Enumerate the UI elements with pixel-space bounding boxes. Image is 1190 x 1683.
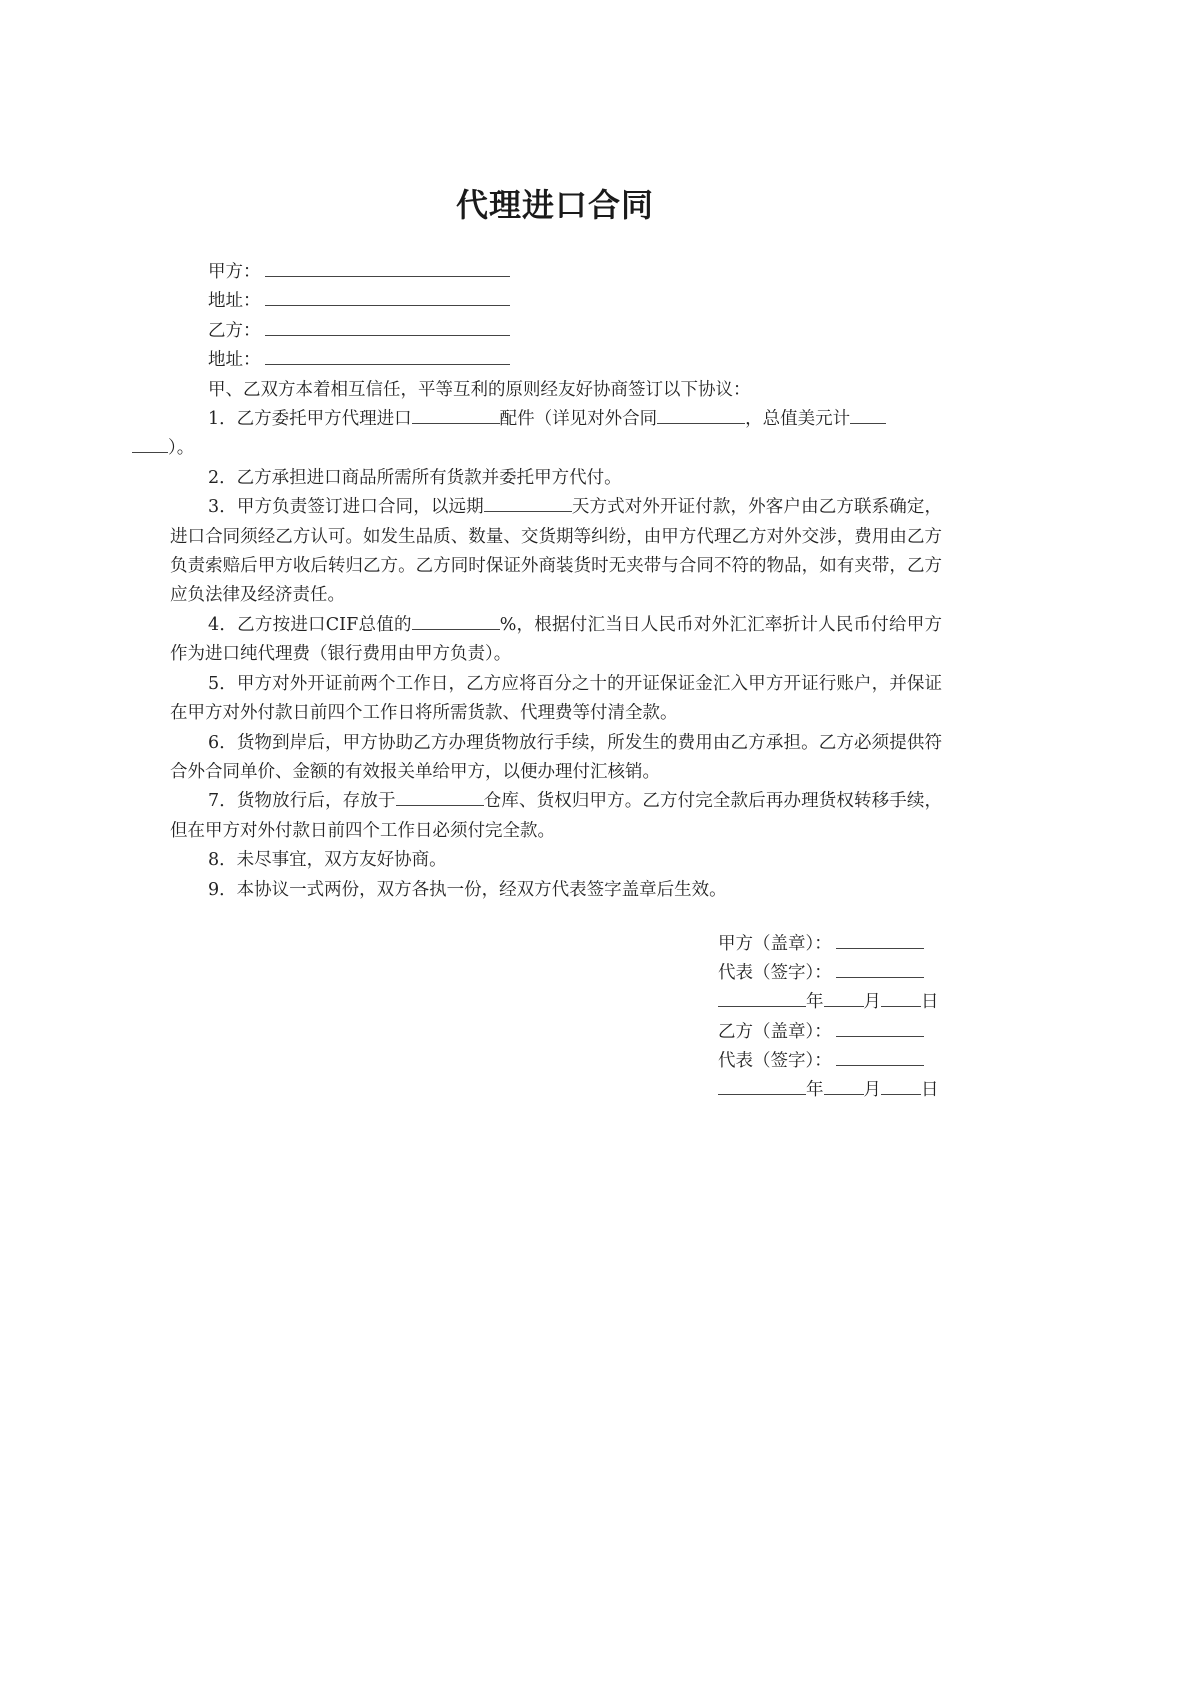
party-a-label: 甲方：: [208, 262, 261, 282]
party-b-label: 乙方：: [208, 320, 261, 341]
clause-1-blank-amount[interactable]: [850, 405, 886, 424]
day-label: 日: [921, 1080, 939, 1101]
clause-3: [170, 493, 942, 611]
party-a-seal-line: [718, 930, 948, 959]
party-b-seal-label: 乙方（盖章）：: [718, 1021, 832, 1042]
contract-body: [170, 258, 942, 905]
clause-1-blank-amount-cont[interactable]: [132, 434, 168, 453]
party-b-blank[interactable]: [265, 317, 510, 336]
clause-7-blank-warehouse[interactable]: [396, 787, 484, 806]
party-a-address-line: [170, 287, 942, 316]
party-b-month-blank[interactable]: [824, 1076, 864, 1095]
party-b-rep-line: [718, 1047, 948, 1076]
clause-7-text-a: 7．货物放行后，存放于: [208, 791, 396, 812]
clause-1-text-d: ）。: [168, 438, 195, 459]
clause-7: [170, 787, 942, 846]
party-b-seal-line: [718, 1018, 948, 1047]
party-b-address-line: [170, 346, 942, 375]
party-b-address-label: 地址：: [208, 350, 261, 371]
clause-8: 8．未尽事宜，双方友好协商。: [208, 850, 447, 871]
party-a-seal-blank[interactable]: [836, 930, 924, 949]
clause-1: [170, 405, 942, 464]
party-a-blank[interactable]: [265, 258, 510, 277]
party-a-rep-blank[interactable]: [836, 959, 924, 978]
clause-9: 9．本协议一式两份，双方各执一份，经双方代表签字盖章后生效。: [208, 879, 727, 900]
clause-3-text-b: 天方式对外开证付款，外客户由乙方联系确定，进口合同须经乙方认可。如发生品质、数量、交货期等纠纷，由甲方代理乙方对外交涉，费用由乙方负责索赔后甲方收后转归乙方。乙方同时保证外商装货时无夹带与合同不符的物品，如有夹带，乙方应负法律及经济责任。: [170, 497, 942, 606]
party-a-line: [170, 258, 942, 287]
clause-4-text-b: %，根据付汇当日人民币对外汇汇率折计人民币付给甲方作为进口纯代理费（银行费用由甲方负责）。: [170, 614, 942, 665]
party-b-rep-blank[interactable]: [836, 1047, 924, 1066]
party-b-rep-label: 代表（签字）：: [718, 1050, 832, 1071]
party-b-date-line: [718, 1076, 948, 1105]
party-a-month-blank[interactable]: [824, 988, 864, 1007]
party-a-year-blank[interactable]: [718, 988, 806, 1007]
party-b-day-blank[interactable]: [881, 1076, 921, 1095]
year-label: 年: [806, 992, 824, 1013]
party-a-rep-line: [718, 959, 948, 988]
clause-1-blank-contract[interactable]: [657, 405, 745, 424]
clause-3-text-a: 3．甲方负责签订进口合同，以远期: [208, 497, 484, 518]
party-a-seal-label: 甲方（盖章）：: [718, 934, 832, 954]
clause-7-text-b: 仓库、货权归甲方。乙方付完全款后再办理货权转移手续，但在甲方对外付款日前四个工作日必须付完全款。: [170, 791, 942, 841]
day-label: 日: [921, 992, 939, 1013]
clause-1-text-c: ，总值美元计: [745, 409, 851, 430]
clause-1-blank-product[interactable]: [412, 405, 500, 424]
clause-2: 2．乙方承担进口商品所需所有货款并委托甲方代付。: [208, 467, 622, 488]
party-a-address-label: 地址：: [208, 291, 261, 312]
clause-3-blank-days[interactable]: [484, 493, 572, 512]
party-b-year-blank[interactable]: [718, 1076, 806, 1095]
signature-block: [718, 930, 948, 1105]
year-label: 年: [806, 1080, 824, 1101]
party-b-address-blank[interactable]: [265, 346, 510, 365]
clause-4-blank-percent[interactable]: [412, 611, 500, 630]
clause-5: 5．甲方对外开证前两个工作日，乙方应将百分之十的开证保证金汇入甲方开证行账户，并保证在甲方对外付款日前四个工作日将所需货款、代理费等付清全款。: [170, 673, 942, 724]
clause-4: [170, 611, 942, 670]
document-title: 代理进口合同: [455, 186, 654, 224]
clause-6: 6．货物到岸后，甲方协助乙方办理货物放行手续，所发生的费用由乙方承担。乙方必须提供符合外合同单价、金额的有效报关单给甲方，以便办理付汇核销。: [170, 732, 942, 782]
party-a-day-blank[interactable]: [881, 988, 921, 1007]
month-label: 月: [863, 992, 881, 1013]
month-label: 月: [863, 1080, 881, 1101]
clause-1-text-a: 1．乙方委托甲方代理进口: [208, 409, 412, 430]
party-b-line: [170, 317, 942, 346]
intro-paragraph: 甲、乙双方本着相互信任，平等互利的原则经友好协商签订以下协议：: [208, 379, 751, 400]
clause-1-text-b: 配件（详见对外合同: [499, 409, 658, 430]
party-a-address-blank[interactable]: [265, 287, 510, 306]
party-a-date-line: [718, 988, 948, 1017]
party-a-rep-label: 代表（签字）：: [718, 963, 832, 984]
party-b-seal-blank[interactable]: [836, 1018, 924, 1037]
clause-4-text-a: 4．乙方按进口CIF总值的: [208, 614, 412, 635]
